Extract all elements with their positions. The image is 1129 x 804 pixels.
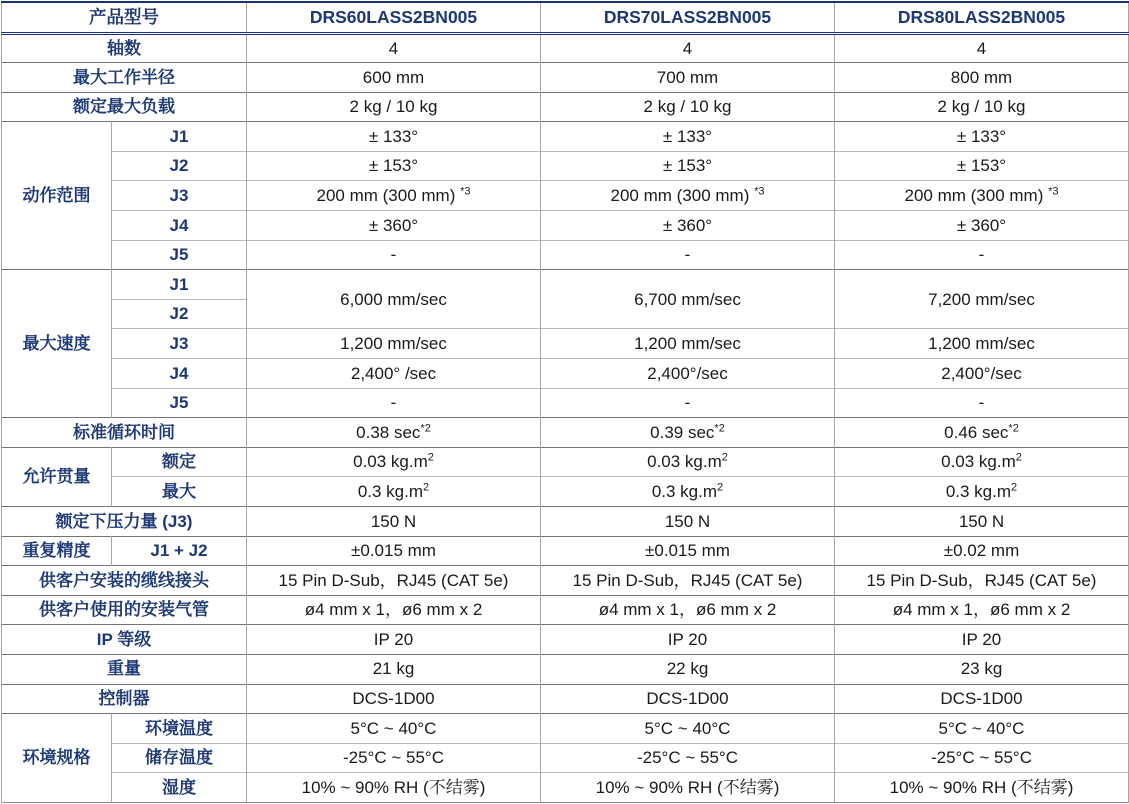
value-cell: - (835, 388, 1129, 418)
value-cell: 600 mm (247, 63, 541, 93)
value-cell: 15 Pin D-Sub，RJ45 (CAT 5e) (247, 566, 541, 596)
value-cell: 0.3 $kg.m^2$ (247, 477, 541, 507)
value-cell: 10% ~ 90% RH (不结雾) (835, 773, 1129, 803)
value-cell: 0.03 $kg.m^2$ (835, 447, 1129, 477)
sub-label-cell: J4 (112, 211, 247, 241)
value-cell: ± 360° (247, 211, 541, 241)
value-cell: ±0.015 mm (541, 536, 835, 566)
value-cell: 1,200 mm/sec (541, 329, 835, 359)
value-cell: ± 153° (247, 151, 541, 181)
value-cell: DCS-1D00 (835, 684, 1129, 714)
row-label-cell: 重量 (2, 654, 247, 684)
value-cell: IP 20 (541, 625, 835, 655)
table-row (2, 329, 1129, 359)
table-row (2, 743, 1129, 773)
value-cell: 22 kg (541, 654, 835, 684)
value-cell: IP 20 (247, 625, 541, 655)
value-cell: 4 (835, 33, 1129, 63)
value-cell: 0.3 $kg.m^2$ (835, 477, 1129, 507)
sub-label-cell: 额定 (112, 447, 247, 477)
sub-label-cell: J3 (112, 329, 247, 359)
sub-label-cell: 储存温度 (112, 743, 247, 773)
sub-label-cell: J2 (112, 151, 247, 181)
table-row (2, 566, 1129, 596)
table-row (2, 211, 1129, 241)
table-row (2, 151, 1129, 181)
value-cell: 200 mm (300 mm) $^{*3}$ (247, 181, 541, 211)
group-label-cell: 环境规格 (2, 714, 112, 803)
value-cell: -25°C ~ 55°C (247, 743, 541, 773)
value-cell: 800 mm (835, 63, 1129, 93)
group-label-cell: 重复精度 (2, 536, 112, 566)
group-label-cell: 动作范围 (2, 122, 112, 270)
value-cell: ± 133° (541, 122, 835, 152)
row-label-cell: IP 等级 (2, 625, 247, 655)
sub-label-cell: 环境温度 (112, 714, 247, 744)
value-cell: 150 N (835, 507, 1129, 537)
value-cell: 5°C ~ 40°C (835, 714, 1129, 744)
table-row (2, 359, 1129, 389)
header-model-name: DRS80LASS2BN005 (835, 2, 1129, 33)
value-cell: 1,200 mm/sec (835, 329, 1129, 359)
value-cell: ± 153° (835, 151, 1129, 181)
row-label-cell: 标准循环时间 (2, 418, 247, 448)
value-cell: 2,400°/sec (541, 359, 835, 389)
sub-label-cell: J1 (112, 122, 247, 152)
row-label-cell: 最大工作半径 (2, 63, 247, 93)
group-label-cell: 允许贯量 (2, 447, 112, 506)
value-cell: 21 kg (247, 654, 541, 684)
table-row (2, 595, 1129, 625)
table-row (2, 181, 1129, 211)
table-row (2, 270, 1129, 300)
value-cell: 10% ~ 90% RH (不结雾) (247, 773, 541, 803)
value-cell: ± 133° (835, 122, 1129, 152)
value-cell: 2 kg / 10 kg (247, 92, 541, 122)
sub-label-cell: J1 (112, 270, 247, 300)
value-cell: 700 mm (541, 63, 835, 93)
value-cell: 2 kg / 10 kg (835, 92, 1129, 122)
table-row (2, 654, 1129, 684)
value-cell: 0.3 $kg.m^2$ (541, 477, 835, 507)
value-cell: - (247, 240, 541, 270)
value-cell: ± 153° (541, 151, 835, 181)
table-row (2, 477, 1129, 507)
table-row (2, 240, 1129, 270)
value-cell: 150 N (541, 507, 835, 537)
table-row (2, 418, 1129, 448)
spec-table-head (2, 2, 1129, 33)
header-model-name: DRS70LASS2BN005 (541, 2, 835, 33)
header-product-model-label: 产品型号 (2, 2, 247, 33)
table-row (2, 714, 1129, 744)
sub-label-cell: J5 (112, 240, 247, 270)
value-cell: ø4 mm x 1，ø6 mm x 2 (541, 595, 835, 625)
sub-label-cell: J2 (112, 299, 247, 329)
header-row (2, 2, 1129, 33)
value-cell: ± 360° (835, 211, 1129, 241)
sub-label-cell: J3 (112, 181, 247, 211)
sub-label-cell: 湿度 (112, 773, 247, 803)
value-cell: 23 kg (835, 654, 1129, 684)
value-cell: 15 Pin D-Sub，RJ45 (CAT 5e) (835, 566, 1129, 596)
value-cell: ± 133° (247, 122, 541, 152)
value-cell: 150 N (247, 507, 541, 537)
sub-label-cell: J5 (112, 388, 247, 418)
value-cell: - (541, 388, 835, 418)
value-cell: ø4 mm x 1，ø6 mm x 2 (835, 595, 1129, 625)
spec-table (1, 1, 1129, 803)
value-cell: 200 mm (300 mm) $^{*3}$ (541, 181, 835, 211)
table-row (2, 33, 1129, 63)
table-row (2, 447, 1129, 477)
value-cell: 7,200 mm/sec (835, 270, 1129, 329)
value-cell: 15 Pin D-Sub，RJ45 (CAT 5e) (541, 566, 835, 596)
row-label-cell: 轴数 (2, 33, 247, 63)
value-cell: -25°C ~ 55°C (835, 743, 1129, 773)
value-cell: 5°C ~ 40°C (247, 714, 541, 744)
value-cell: IP 20 (835, 625, 1129, 655)
value-cell: - (541, 240, 835, 270)
value-cell: 0.38 $\sec^{*2}$ (247, 418, 541, 448)
value-cell: 0.03 $kg.m^2$ (541, 447, 835, 477)
value-cell: ø4 mm x 1，ø6 mm x 2 (247, 595, 541, 625)
sub-label-cell: J4 (112, 359, 247, 389)
table-row (2, 92, 1129, 122)
table-row (2, 507, 1129, 537)
value-cell: 10% ~ 90% RH (不结雾) (541, 773, 835, 803)
value-cell: - (835, 240, 1129, 270)
table-row (2, 684, 1129, 714)
table-row (2, 536, 1129, 566)
value-cell: ± 360° (541, 211, 835, 241)
value-cell: ±0.015 mm (247, 536, 541, 566)
value-cell: DCS-1D00 (247, 684, 541, 714)
group-label-cell: 最大速度 (2, 270, 112, 418)
table-row (2, 122, 1129, 152)
table-row (2, 773, 1129, 803)
table-row (2, 63, 1129, 93)
value-cell: 4 (247, 33, 541, 63)
row-label-cell: 额定最大负载 (2, 92, 247, 122)
value-cell: 5°C ~ 40°C (541, 714, 835, 744)
header-model-name: DRS60LASS2BN005 (247, 2, 541, 33)
value-cell: 1,200 mm/sec (247, 329, 541, 359)
value-cell: 0.46 $\sec^{*2}$ (835, 418, 1129, 448)
value-cell: DCS-1D00 (541, 684, 835, 714)
value-cell: -25°C ~ 55°C (541, 743, 835, 773)
value-cell: 2,400° /sec (247, 359, 541, 389)
value-cell: - (247, 388, 541, 418)
value-cell: 6,700 mm/sec (541, 270, 835, 329)
table-row (2, 388, 1129, 418)
value-cell: 0.39 $\sec^{*2}$ (541, 418, 835, 448)
row-label-cell: 供客户使用的安装气管 (2, 595, 247, 625)
value-cell: 200 mm (300 mm) $^{*3}$ (835, 181, 1129, 211)
row-label-cell: 供客户安装的缆线接头 (2, 566, 247, 596)
value-cell: 2,400°/sec (835, 359, 1129, 389)
value-cell: 0.03 $kg.m^2$ (247, 447, 541, 477)
row-label-cell: 控制器 (2, 684, 247, 714)
row-label-cell: 额定下压力量 (J3) (2, 507, 247, 537)
value-cell: ±0.02 mm (835, 536, 1129, 566)
sub-label-cell: J1 + J2 (112, 536, 247, 566)
value-cell: 2 kg / 10 kg (541, 92, 835, 122)
spec-table-body (2, 33, 1129, 802)
sub-label-cell: 最大 (112, 477, 247, 507)
value-cell: 4 (541, 33, 835, 63)
table-row (2, 625, 1129, 655)
value-cell: 6,000 mm/sec (247, 270, 541, 329)
